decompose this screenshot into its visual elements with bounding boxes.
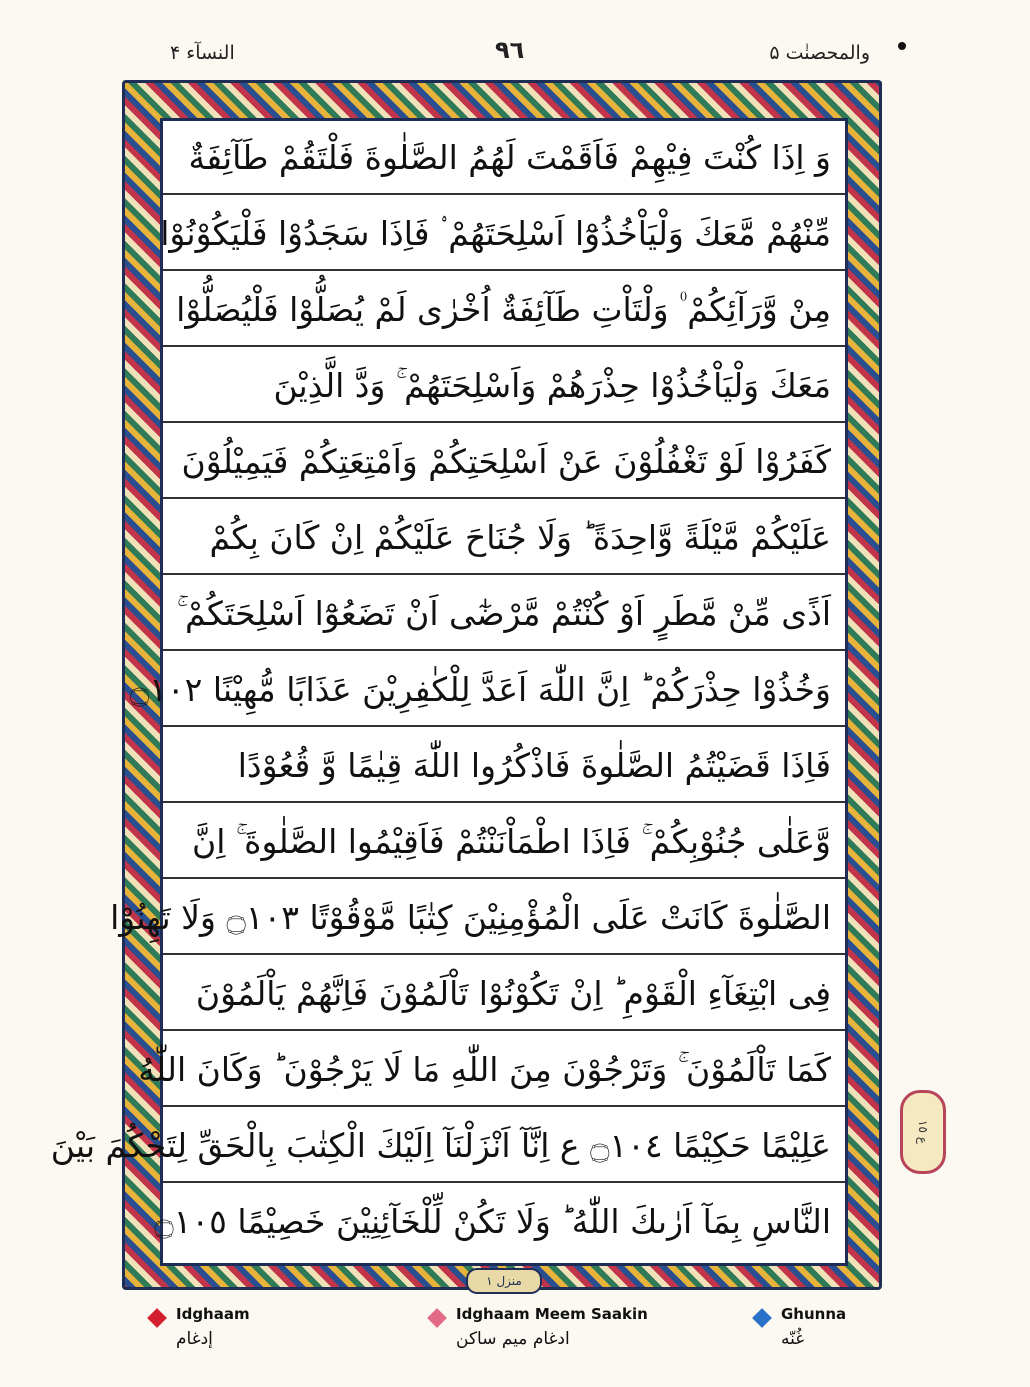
ruku-marker: ع ١٥ — [900, 1090, 946, 1174]
text-line: عَلَيْكُمْ مَّيْلَةً وَّاحِدَةً ؕ وَلَا جُنَاحَ عَلَيْكُمْ اِنْ كَانَ بِكُمْ — [163, 501, 845, 575]
red-diamond-icon — [147, 1308, 167, 1328]
text-line: وَخُذُوْا حِذْرَكُمْ ؕ اِنَّ اللّٰهَ اَعَدَّ لِلْكٰفِرِيْنَ عَذَابًا مُّهِيْنًا ۝١٠٢ — [163, 653, 845, 727]
surah-name: النسآء ۴ — [170, 42, 235, 64]
legend-label-en: Idghaam — [176, 1305, 250, 1323]
text-line: كَفَرُوْا لَوْ تَغْفُلُوْنَ عَنْ اَسْلِحَتِكُمْ وَاَمْتِعَتِكُمْ فَيَمِيْلُوْنَ — [163, 425, 845, 499]
page-header — [150, 36, 890, 76]
legend-label-en: Idghaam Meem Saakin — [456, 1305, 648, 1323]
tajweed-legend — [0, 1305, 1030, 1375]
text-line: الصَّلٰوةَ كَانَتْ عَلَى الْمُؤْمِنِيْنَ كِتٰبًا مَّوْقُوْتًا ۝١٠٣ وَلَا تَهِنُوْا — [163, 881, 845, 955]
text-line: وَّعَلٰى جُنُوْبِكُمْ ۚ فَاِذَا اطْمَاْنَنْتُمْ فَاَقِيْمُوا الصَّلٰوةَ ۚ اِنَّ — [163, 805, 845, 879]
text-line: اَذًى مِّنْ مَّطَرٍ اَوْ كُنْتُمْ مَّرْضٰٓى اَنْ تَضَعُوْٓا اَسْلِحَتَكُمْ ۚ — [163, 577, 845, 651]
text-line: وَ اِذَا كُنْتَ فِيْهِمْ فَاَقَمْتَ لَهُمُ الصَّلٰوةَ فَلْتَقُمْ طَآئِفَةٌ — [163, 121, 845, 195]
legend-label-ur: إدغام — [176, 1329, 213, 1349]
legend-label-ur: ادغام میم ساکن — [456, 1329, 570, 1349]
page-number: ٩٦ — [495, 36, 525, 64]
corner-dot — [898, 42, 906, 50]
legend-label-en: Ghunna — [781, 1305, 847, 1323]
legend-label-ur: غُنّه — [781, 1329, 805, 1349]
text-line: النَّاسِ بِمَآ اَرٰىكَ اللّٰهُ ؕ وَلَا تَكُنْ لِّلْخَآئِنِيْنَ خَصِيْمًا ۝١٠٥ — [154, 1202, 831, 1241]
text-line: كَمَا تَاْلَمُوْنَ ۚ وَتَرْجُوْنَ مِنَ اللّٰهِ مَا لَا يَرْجُوْنَ ؕ وَكَانَ اللّٰهُ — [163, 1033, 845, 1107]
text-line: مِّنْهُمْ مَّعَكَ وَلْيَاْخُذُوْٓا اَسْلِحَتَهُمْ ۟ فَاِذَا سَجَدُوْا فَلْيَكُوْنُوْا — [163, 197, 845, 271]
text-line: مَعَكَ وَلْيَاْخُذُوْا حِذْرَهُمْ وَاَسْلِحَتَهُمْ ۚ وَدَّ الَّذِيْنَ — [163, 349, 845, 423]
text-line: مِنْ وَّرَآئِكُمْ ۠ وَلْتَاْتِ طَآئِفَةٌ اُخْرٰى لَمْ يُصَلُّوْا فَلْيُصَلُّوْا — [163, 273, 845, 347]
quran-text-panel — [50, 118, 848, 1266]
manzil-badge: منزل ١ — [466, 1268, 542, 1294]
blue-diamond-icon — [752, 1308, 772, 1328]
text-line: فَاِذَا قَضَيْتُمُ الصَّلٰوةَ فَاذْكُرُوا اللّٰهَ قِيٰمًا وَّ قُعُوْدًا — [163, 729, 845, 803]
juz-name: والمحصنٰت ۵ — [769, 42, 870, 64]
text-line: عَلِيْمًا حَكِيْمًا ۝١٠٤ ع اِنَّآ اَنْزَلْنَآ اِلَيْكَ الْكِتٰبَ بِالْحَقِّ لِتَحْكُمَ بَيْنَ — [163, 1109, 845, 1183]
text-line: فِى ابْتِغَآءِ الْقَوْمِ ؕ اِنْ تَكُوْنُوْا تَاْلَمُوْنَ فَاِنَّهُمْ يَاْلَمُوْنَ — [163, 957, 845, 1031]
pink-diamond-icon — [427, 1308, 447, 1328]
